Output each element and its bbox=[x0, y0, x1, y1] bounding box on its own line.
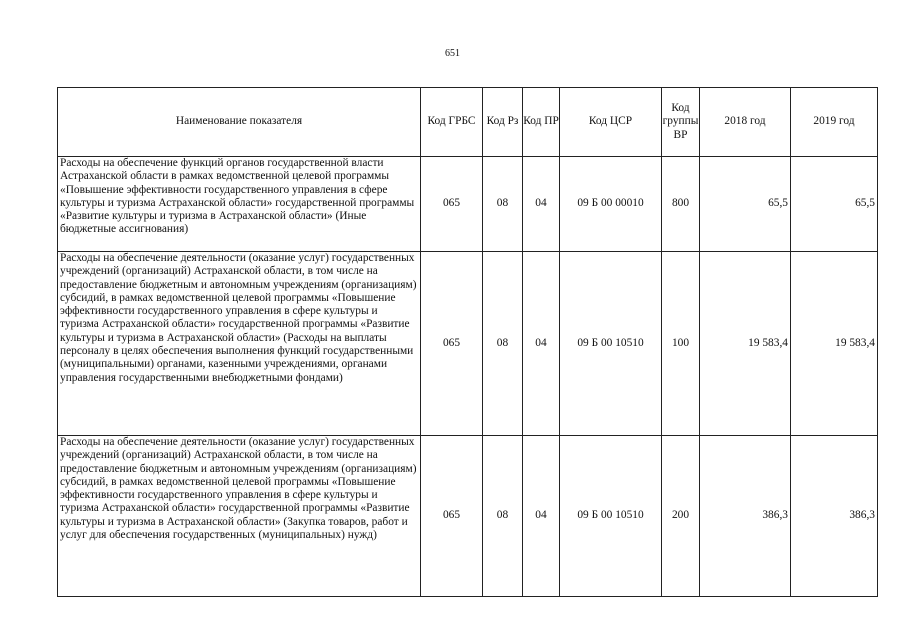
code-rz: 08 bbox=[483, 252, 523, 436]
code-grbs: 065 bbox=[421, 436, 483, 597]
code-vr: 100 bbox=[662, 252, 700, 436]
header-code-vr: Код группы ВР bbox=[662, 88, 700, 157]
code-pr: 04 bbox=[523, 252, 560, 436]
value-2018: 65,5 bbox=[700, 157, 791, 252]
header-year-2019: 2019 год bbox=[791, 88, 878, 157]
table-row bbox=[58, 252, 878, 436]
code-grbs: 065 bbox=[421, 252, 483, 436]
table-header-row bbox=[58, 88, 878, 157]
code-pr: 04 bbox=[523, 157, 560, 252]
value-2019: 386,3 bbox=[791, 436, 878, 597]
header-indicator-name: Наименование показателя bbox=[58, 88, 421, 157]
indicator-name: Расходы на обеспечение функций органов государственной власти Астраханской области в рамках ведомственной целевой программы «Повышение эффективности государственного управления в сфере культуры и туризма Астраханской области» государственной программы «Развитие культуры и туризма в Астраханской области» (Иные бюджетные ассигнования) bbox=[58, 157, 421, 252]
header-code-csr: Код ЦСР bbox=[560, 88, 662, 157]
code-csr: 09 Б 00 10510 bbox=[560, 252, 662, 436]
code-grbs: 065 bbox=[421, 157, 483, 252]
header-code-pr: Код ПР bbox=[523, 88, 560, 157]
code-pr: 04 bbox=[523, 436, 560, 597]
value-2018: 386,3 bbox=[700, 436, 791, 597]
code-vr: 200 bbox=[662, 436, 700, 597]
table-row bbox=[58, 436, 878, 597]
code-csr: 09 Б 00 10510 bbox=[560, 436, 662, 597]
code-vr: 800 bbox=[662, 157, 700, 252]
header-code-rz: Код Рз bbox=[483, 88, 523, 157]
code-csr: 09 Б 00 00010 bbox=[560, 157, 662, 252]
indicator-name: Расходы на обеспечение деятельности (оказание услуг) государственных учреждений (организаций) Астраханской области, в том числе на предоставление бюджетным и автономным учреждениям (организациям) субсидий, в рамках ведомственной целевой программы «Повышение эффективности государственного управления в сфере культуры и туризма Астраханской области» государственной программы «Развитие культуры и туризма в Астраханской области» (Расходы на выплаты персоналу в целях обеспечения выполнения функций государственными (муниципальными) органами, казенными учреждениями, органами управления государственными внебюджетными фондами) bbox=[58, 252, 421, 436]
value-2018: 19 583,4 bbox=[700, 252, 791, 436]
code-rz: 08 bbox=[483, 436, 523, 597]
header-year-2018: 2018 год bbox=[700, 88, 791, 157]
value-2019: 19 583,4 bbox=[791, 252, 878, 436]
page-number: 651 bbox=[445, 48, 460, 59]
value-2019: 65,5 bbox=[791, 157, 878, 252]
table-row bbox=[58, 157, 878, 252]
indicator-name: Расходы на обеспечение деятельности (оказание услуг) государственных учреждений (организаций) Астраханской области, в том числе на предоставление бюджетным и автономным учреждениям (организациям) субсидий, в рамках ведомственной целевой программы «Повышение эффективности государственного управления в сфере культуры и туризма Астраханской области» государственной программы «Развитие культуры и туризма в Астраханской области» (Закупка товаров, работ и услуг для обеспечения государственных (муниципальных) нужд) bbox=[58, 436, 421, 597]
budget-table bbox=[57, 87, 878, 597]
header-code-grbs: Код ГРБС bbox=[421, 88, 483, 157]
code-rz: 08 bbox=[483, 157, 523, 252]
